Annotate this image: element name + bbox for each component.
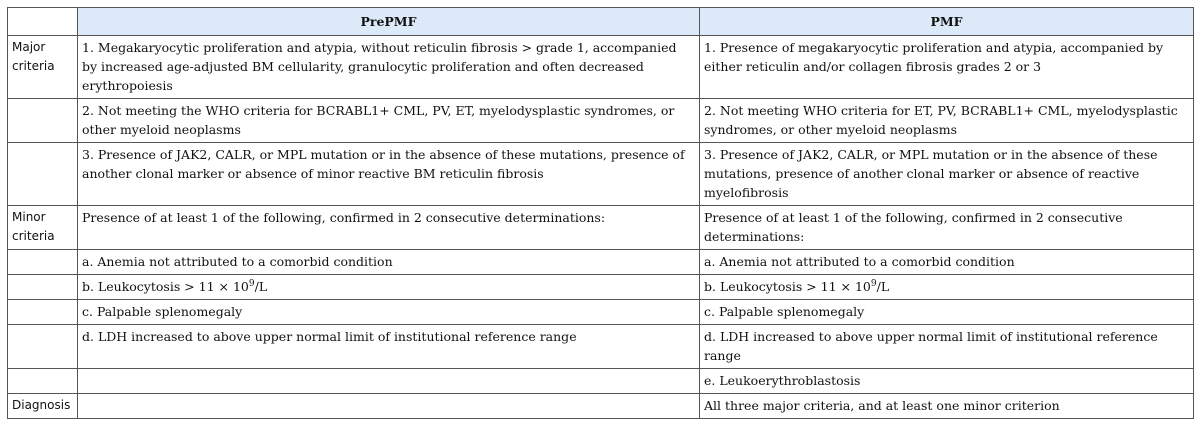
cell-prepmf: 3. Presence of JAK2, CALR, or MPL mutation or in the absence of these mutations, presence of another clonal marker or absence of minor reactive BM reticulin fibrosis [78, 143, 700, 206]
row-label [8, 250, 78, 275]
cell-prepmf: Presence of at least 1 of the following, confirmed in 2 consecutive determinations: [78, 206, 700, 250]
header-prepmf: PrePMF [78, 8, 700, 36]
cell-pmf [700, 275, 1194, 300]
header-row [8, 8, 1194, 36]
row-label [8, 143, 78, 206]
cell-prepmf [78, 369, 700, 394]
cell-pmf: c. Palpable splenomegaly [700, 300, 1194, 325]
exponent: 9 [248, 278, 255, 289]
cell-pmf: All three major criteria, and at least one minor criterion [700, 394, 1194, 419]
table-row [8, 300, 1194, 325]
row-label [8, 275, 78, 300]
header-pmf: PMF [700, 8, 1194, 36]
header-blank [8, 8, 78, 36]
table-row [8, 99, 1194, 143]
cell-prepmf: a. Anemia not attributed to a comorbid condition [78, 250, 700, 275]
criteria-table [7, 7, 1194, 419]
cell-pmf: 2. Not meeting WHO criteria for ET, PV, BCRABL1+ CML, myelodysplastic syndromes, or other myeloid neoplasms [700, 99, 1194, 143]
table-row [8, 275, 1194, 300]
table-row [8, 369, 1194, 394]
table-row [8, 143, 1194, 206]
cell-prepmf: d. LDH increased to above upper normal limit of institutional reference range [78, 325, 700, 369]
cell-text: /L [254, 279, 268, 294]
row-label [8, 369, 78, 394]
row-label: Diagnosis [8, 394, 78, 419]
cell-text: b. Leukocytosis > 11 × 10 [82, 279, 249, 294]
row-label [8, 99, 78, 143]
row-label [8, 325, 78, 369]
cell-prepmf [78, 275, 700, 300]
row-label: Major criteria [8, 36, 78, 99]
cell-prepmf: c. Palpable splenomegaly [78, 300, 700, 325]
table-row [8, 250, 1194, 275]
cell-text: b. Leukocytosis > 11 × 10 [704, 279, 871, 294]
exponent: 9 [870, 278, 877, 289]
cell-prepmf: 2. Not meeting the WHO criteria for BCRABL1+ CML, PV, ET, myelodysplastic syndromes, or other myeloid neoplasms [78, 99, 700, 143]
cell-prepmf [78, 394, 700, 419]
cell-text: /L [876, 279, 890, 294]
row-label [8, 300, 78, 325]
cell-pmf: Presence of at least 1 of the following, confirmed in 2 consecutive determinations: [700, 206, 1194, 250]
cell-pmf: d. LDH increased to above upper normal limit of institutional reference range [700, 325, 1194, 369]
cell-pmf: e. Leukoerythroblastosis [700, 369, 1194, 394]
table-row [8, 325, 1194, 369]
cell-pmf: 3. Presence of JAK2, CALR, or MPL mutation or in the absence of these mutations, presence of another clonal marker or absence of reactive myelofibrosis [700, 143, 1194, 206]
cell-prepmf: 1. Megakaryocytic proliferation and atypia, without reticulin fibrosis > grade 1, accompanied by increased age-adjusted BM cellularity, granulocytic proliferation and often decreased erythropoiesis [78, 36, 700, 99]
cell-pmf: 1. Presence of megakaryocytic proliferation and atypia, accompanied by either reticulin and/or collagen fibrosis grades 2 or 3 [700, 36, 1194, 99]
table-row [8, 36, 1194, 99]
cell-pmf: a. Anemia not attributed to a comorbid condition [700, 250, 1194, 275]
row-label: Minor criteria [8, 206, 78, 250]
table-row [8, 394, 1194, 419]
table-row [8, 206, 1194, 250]
